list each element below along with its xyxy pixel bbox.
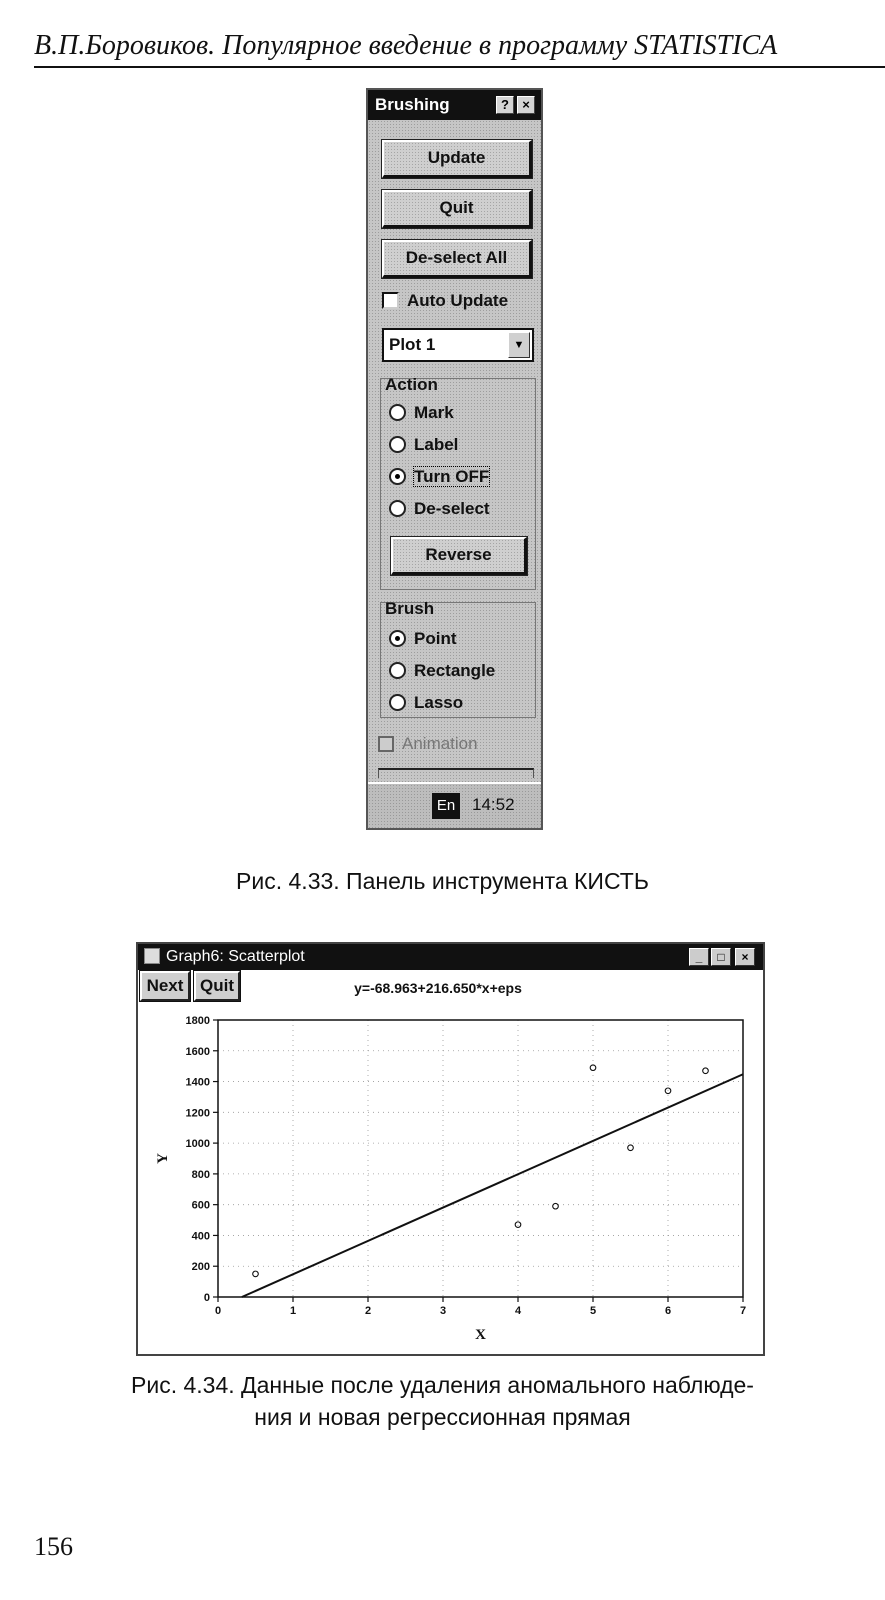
maximize-button[interactable]: □ xyxy=(711,948,731,966)
brush-rectangle-label: Rectangle xyxy=(414,661,496,680)
radio-icon xyxy=(389,436,406,453)
auto-update-label: Auto Update xyxy=(407,291,509,310)
action-group-label: Action xyxy=(385,375,438,394)
data-point xyxy=(628,1145,634,1151)
page-number: 156 xyxy=(34,1532,73,1561)
x-tick-label: 7 xyxy=(739,1305,747,1317)
brush-radio-point[interactable] xyxy=(389,627,457,653)
graph-title: Graph6: Scatterplot xyxy=(166,948,305,965)
brush-lasso-label: Lasso xyxy=(414,693,464,712)
radio-icon xyxy=(389,694,406,711)
radio-icon xyxy=(389,500,406,517)
y-tick-label: 400 xyxy=(191,1230,210,1243)
y-tick-label: 1600 xyxy=(185,1045,210,1058)
plot-select[interactable] xyxy=(382,328,534,362)
close-button[interactable]: × xyxy=(517,96,535,114)
figure-caption-4-34-line2: ния и новая регрессионная прямая xyxy=(254,1404,631,1430)
data-point xyxy=(515,1222,521,1228)
update-button[interactable]: Update xyxy=(382,140,532,178)
brush-radio-rectangle[interactable] xyxy=(389,659,495,685)
checkbox-icon xyxy=(378,736,394,752)
action-radio-mark[interactable] xyxy=(389,401,454,427)
data-point xyxy=(253,1271,259,1277)
checkbox-icon xyxy=(382,292,399,309)
x-tick-label: 3 xyxy=(439,1305,447,1317)
brushing-title-bar xyxy=(368,90,541,120)
y-tick-label: 800 xyxy=(191,1168,210,1181)
action-group xyxy=(380,375,536,590)
radio-icon xyxy=(389,404,406,421)
minimize-button[interactable]: _ xyxy=(689,948,709,966)
graph-window xyxy=(136,942,765,1356)
quit-button[interactable]: Quit xyxy=(382,190,532,228)
action-deselect-label: De-select xyxy=(414,499,490,518)
reverse-button[interactable]: Reverse xyxy=(391,537,527,575)
radio-icon xyxy=(389,662,406,679)
data-point xyxy=(703,1068,709,1074)
brush-radio-lasso[interactable] xyxy=(389,691,463,717)
action-label-label: Label xyxy=(414,435,459,454)
animation-label: Animation xyxy=(402,734,478,753)
brush-point-label: Point xyxy=(414,629,457,648)
x-tick-label: 1 xyxy=(289,1305,297,1317)
plot-select-value: Plot 1 xyxy=(389,335,436,354)
next-button[interactable]: Next xyxy=(140,971,190,1001)
close-button[interactable]: × xyxy=(735,948,755,966)
scatterplot xyxy=(138,944,765,1356)
y-tick-label: 200 xyxy=(191,1261,210,1274)
y-tick-label: 1400 xyxy=(185,1076,210,1089)
data-point xyxy=(553,1203,559,1209)
action-radio-turn-off[interactable] xyxy=(389,465,489,491)
plot-frame xyxy=(218,1020,743,1297)
action-radio-label[interactable] xyxy=(389,433,458,459)
y-tick-label: 0 xyxy=(203,1292,210,1304)
y-axis-label: Y xyxy=(155,1153,171,1164)
animation-checkbox[interactable] xyxy=(378,734,478,754)
figure-caption-4-34-line1: Рис. 4.34. Данные после удаления аномального наблюде- xyxy=(131,1372,754,1398)
x-tick-label: 6 xyxy=(664,1305,672,1317)
running-head: В.П.Боровиков. Популярное введение в программу STATISTICA xyxy=(34,30,885,68)
brush-group-label: Brush xyxy=(385,599,435,618)
brushing-panel xyxy=(366,88,543,830)
deselect-all-button[interactable]: De-select All xyxy=(382,240,532,278)
auto-update-checkbox[interactable] xyxy=(382,290,508,314)
x-axis-label: X xyxy=(475,1327,486,1343)
radio-selected-icon xyxy=(389,630,406,647)
brush-group xyxy=(380,599,536,718)
x-tick-label: 5 xyxy=(589,1305,597,1317)
animation-slider[interactable] xyxy=(378,768,534,778)
action-radio-deselect[interactable] xyxy=(389,497,490,523)
language-indicator[interactable]: En xyxy=(432,793,460,819)
radio-selected-icon xyxy=(389,468,406,485)
x-tick-label: 2 xyxy=(364,1305,372,1317)
chevron-down-icon[interactable]: ▼ xyxy=(508,332,530,358)
y-tick-label: 1000 xyxy=(185,1138,210,1151)
clock: 14:52 xyxy=(472,795,515,814)
x-tick-label: 0 xyxy=(214,1305,222,1317)
graph-quit-button[interactable]: Quit xyxy=(194,971,240,1001)
brushing-title: Brushing xyxy=(375,95,450,114)
taskbar-tray xyxy=(368,782,541,828)
figure-caption-4-33: Рис. 4.33. Панель инструмента КИСТЬ xyxy=(236,868,649,894)
action-mark-label: Mark xyxy=(414,403,454,422)
help-button[interactable]: ? xyxy=(496,96,514,114)
chart-title: y=-68.963+216.650*x+eps xyxy=(354,980,522,996)
x-tick-label: 4 xyxy=(514,1305,522,1317)
action-turn-off-label: Turn OFF xyxy=(414,467,490,486)
y-tick-label: 600 xyxy=(191,1199,210,1212)
y-tick-label: 1800 xyxy=(185,1015,210,1027)
y-tick-label: 1200 xyxy=(185,1107,210,1120)
